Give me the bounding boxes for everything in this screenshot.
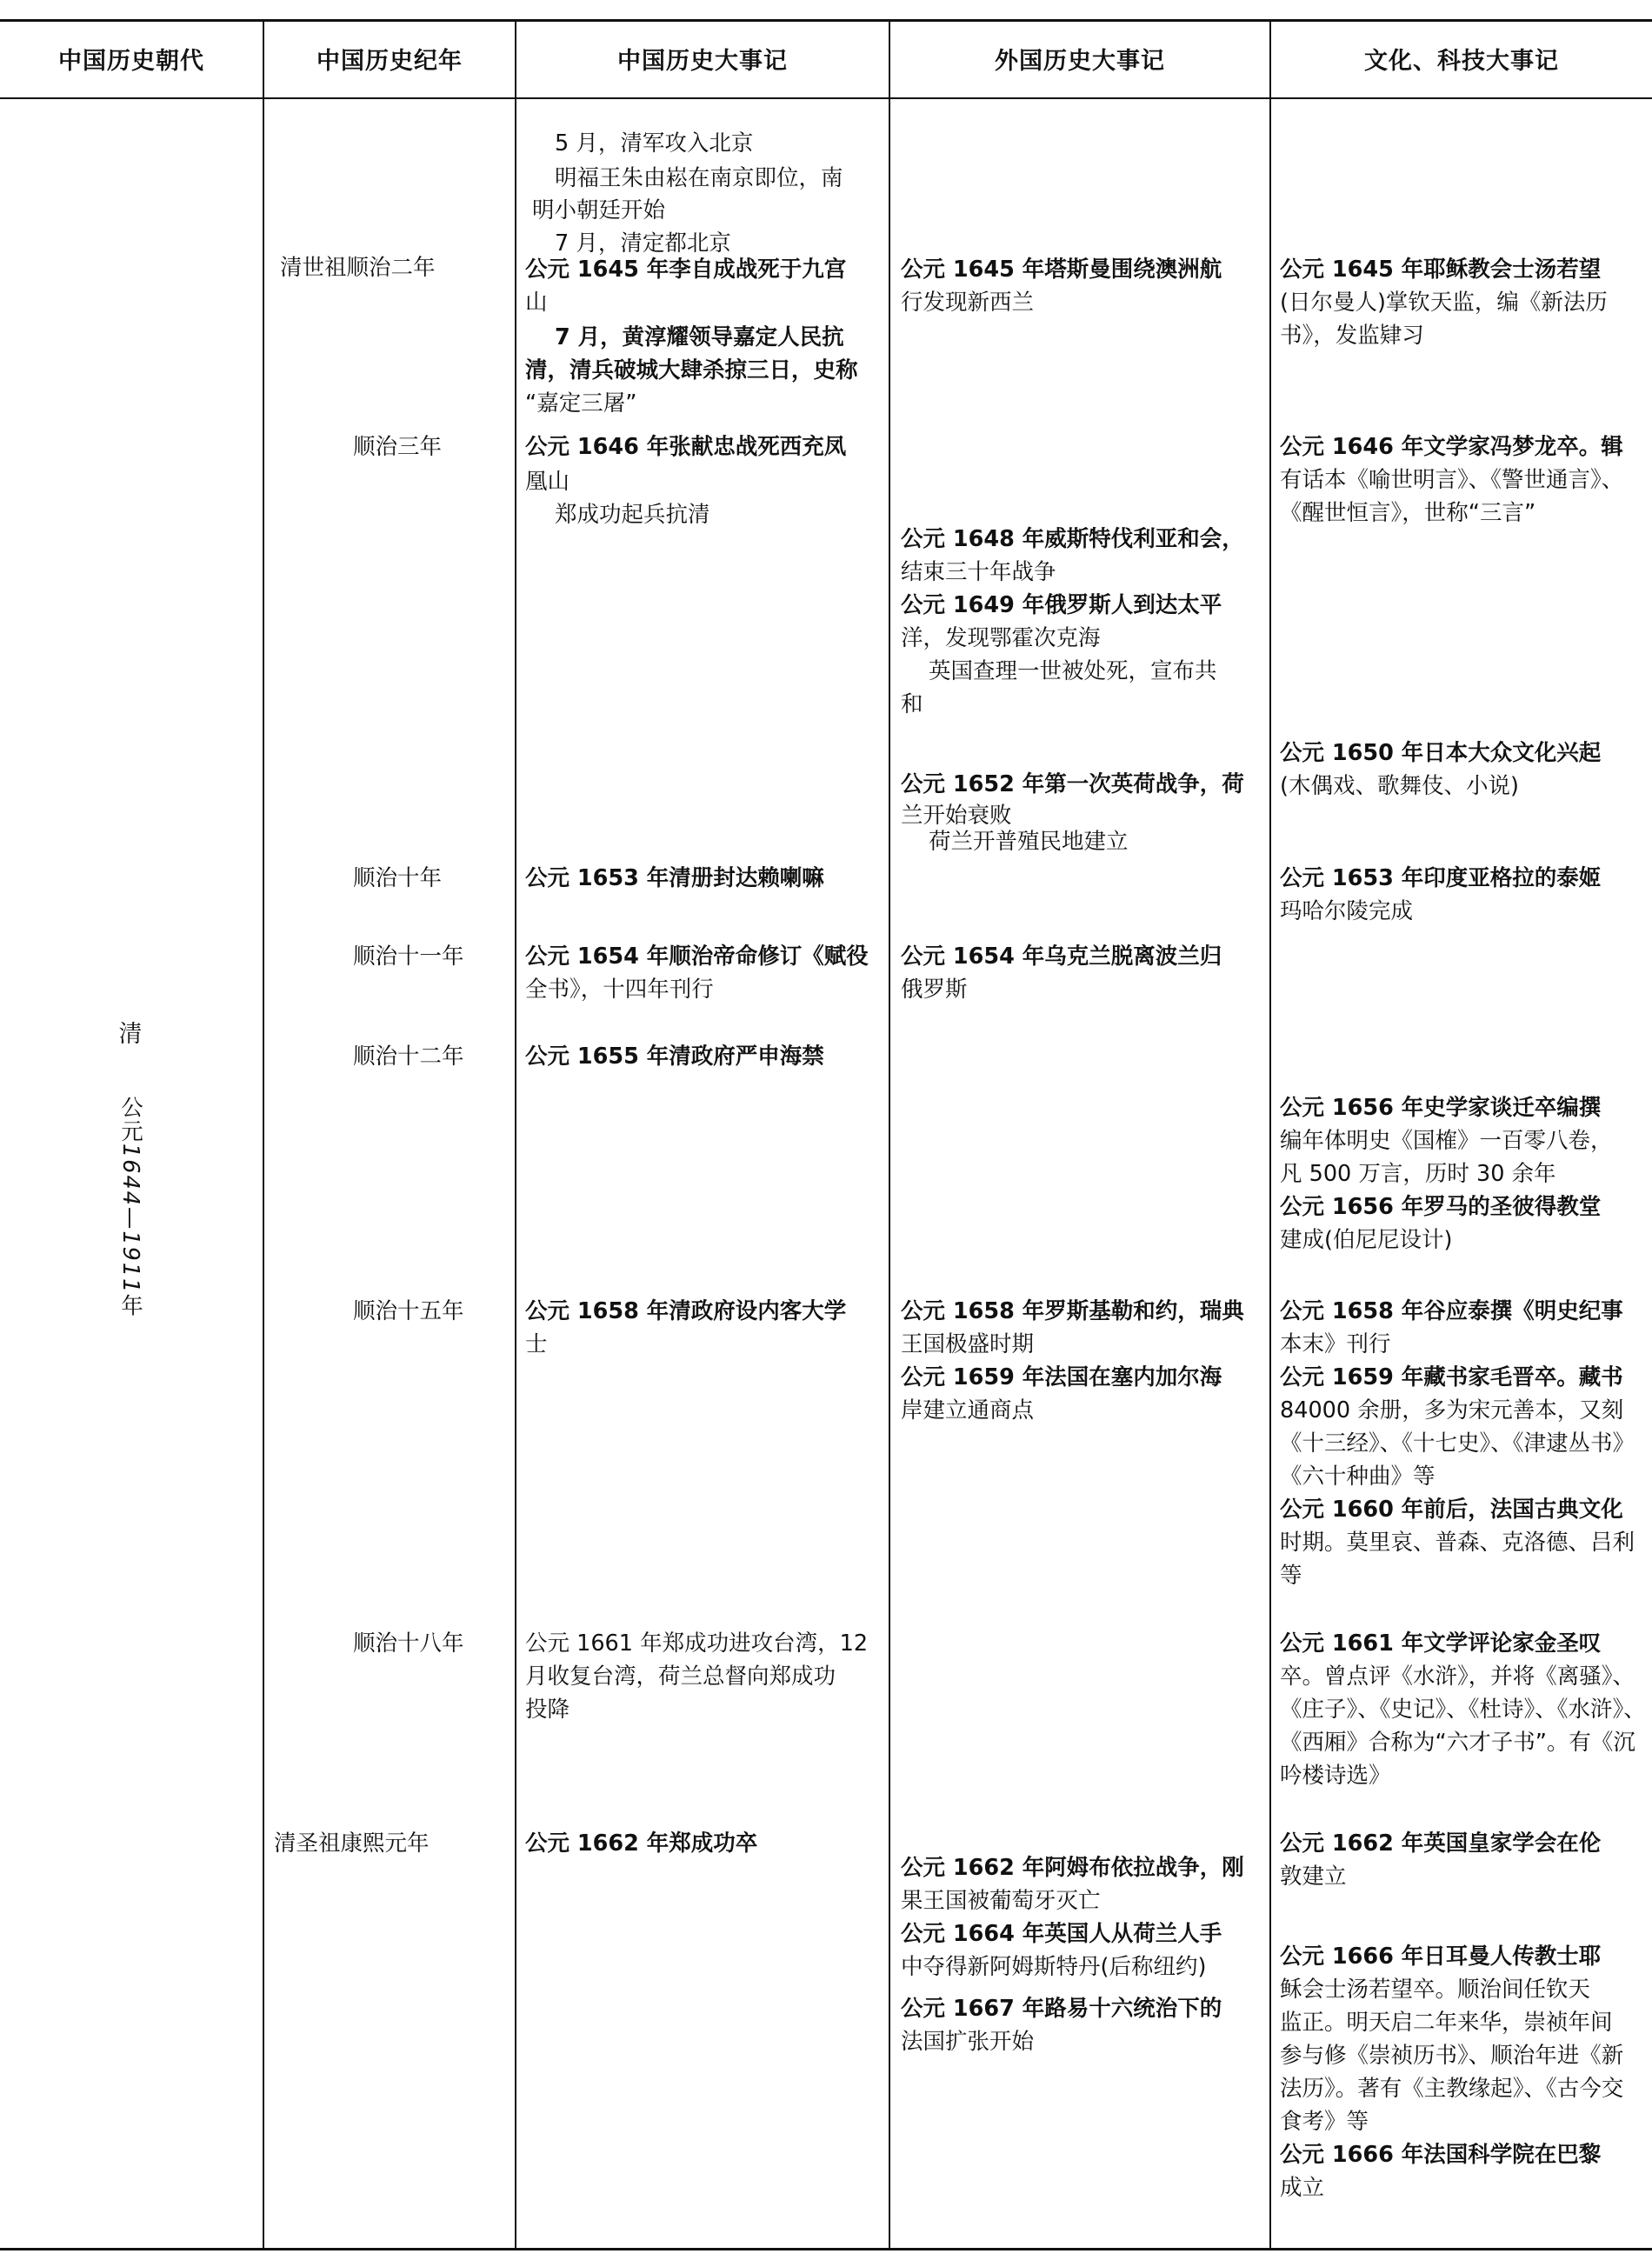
dynasty-span bbox=[113, 1096, 148, 1318]
culture-event-line: 公元 1659 年藏书家毛晋卒。藏书 bbox=[1280, 1364, 1623, 1390]
foreign-event-line: 洋，发现鄂霍次克海 bbox=[901, 625, 1101, 651]
culture-event-line: 稣会士汤若望卒。顺治间任钦天 bbox=[1280, 1977, 1591, 2003]
culture-event-line: 建成(伯尼尼设计) bbox=[1280, 1227, 1453, 1253]
column-divider-1 bbox=[263, 19, 264, 2249]
foreign-event-line: 俄罗斯 bbox=[901, 977, 968, 1003]
foreign-event-line: 公元 1648 年威斯特伐利亚和会， bbox=[901, 526, 1244, 552]
foreign-event-line: 公元 1662 年阿姆布依拉战争，刚 bbox=[901, 1855, 1244, 1881]
china-event-line: 5 月，清军攻入北京 bbox=[555, 130, 754, 157]
culture-event-line: 玛哈尔陵完成 bbox=[1280, 898, 1414, 924]
foreign-event-line: 公元 1667 年路易十六统治下的 bbox=[901, 1996, 1222, 2022]
china-event-line: 明小朝廷开始 bbox=[532, 197, 666, 223]
table-bottom-rule bbox=[0, 2248, 1652, 2250]
culture-event-line: 书》，发监肄习 bbox=[1280, 323, 1424, 349]
china-event-line: 凰山 bbox=[525, 469, 570, 495]
foreign-event-line: 和 bbox=[901, 691, 923, 717]
china-event-line: 公元 1658 年清政府设内客大学 bbox=[525, 1298, 847, 1324]
header-culture-events: 文化、科技大事记 bbox=[1364, 47, 1559, 75]
culture-event-line: 公元 1666 年日耳曼人传教士耶 bbox=[1280, 1944, 1602, 1970]
china-event-line: 公元 1655 年清政府严申海禁 bbox=[525, 1043, 824, 1070]
header-china-events: 中国历史大事记 bbox=[617, 47, 788, 75]
foreign-event-line: 法国扩张开始 bbox=[901, 2029, 1035, 2055]
culture-event-line: 《醒世恒言》，世称“三言” bbox=[1280, 500, 1536, 526]
china-event-line: 公元 1662 年郑成功卒 bbox=[525, 1830, 758, 1857]
china-event-line: 7 月，清定都北京 bbox=[555, 230, 731, 257]
culture-event-line: 公元 1662 年英国皇家学会在伦 bbox=[1280, 1830, 1602, 1857]
china-event-line: 全书》，十四年刊行 bbox=[525, 977, 714, 1003]
culture-event-line: 《六十种曲》等 bbox=[1280, 1464, 1436, 1490]
culture-event-line: 卒。曾点评《水浒》，并将《离骚》、 bbox=[1280, 1664, 1635, 1690]
dynasty-span-prefix: 公元 bbox=[117, 1096, 143, 1144]
foreign-event-line: 公元 1664 年英国人从荷兰人手 bbox=[901, 1921, 1222, 1947]
column-divider-2 bbox=[515, 19, 516, 2249]
foreign-event-line: 荷兰开普殖民地建立 bbox=[929, 829, 1129, 855]
china-event-line: 7 月，黄淳耀领导嘉定人民抗 bbox=[555, 324, 844, 350]
culture-event-line: 法历》。著有《主教缘起》、《古今交 bbox=[1280, 2076, 1624, 2102]
china-event-line: 清，清兵破城大肆杀掠三日，史称 bbox=[525, 357, 858, 383]
year-label: 清圣祖康熙元年 bbox=[274, 1830, 430, 1857]
header-bottom-rule bbox=[0, 97, 1652, 99]
foreign-event-line: 公元 1652 年第一次英荷战争，荷 bbox=[901, 771, 1244, 797]
china-event-line: 公元 1645 年李自成战死于九宫 bbox=[525, 257, 847, 283]
culture-event-line: 公元 1661 年文学评论家金圣叹 bbox=[1280, 1630, 1602, 1657]
dynasty-name: 清 bbox=[118, 1021, 143, 1048]
foreign-event-line: 公元 1649 年俄罗斯人到达太平 bbox=[901, 592, 1222, 618]
china-event-line: 公元 1646 年张献忠战死西充凤 bbox=[525, 434, 847, 460]
china-event-line: “嘉定三屠” bbox=[525, 390, 637, 417]
culture-event-line: 监正。明天启二年来华，崇祯年间 bbox=[1280, 2010, 1613, 2036]
culture-event-line: 时期。莫里哀、普森、克洛德、吕利 bbox=[1280, 1530, 1635, 1556]
culture-event-line: 公元 1656 年史学家谈迁卒编撰 bbox=[1280, 1095, 1602, 1121]
china-event-line: 山 bbox=[525, 290, 548, 316]
culture-event-line: 本末》刊行 bbox=[1280, 1331, 1391, 1357]
column-divider-3 bbox=[889, 19, 890, 2249]
culture-event-line: 编年体明史《国榷》一百零八卷， bbox=[1280, 1128, 1613, 1154]
culture-event-line: 公元 1658 年谷应泰撰《明史纪事 bbox=[1280, 1298, 1623, 1324]
year-label: 顺治三年 bbox=[353, 434, 443, 460]
foreign-event-line: 王国极盛时期 bbox=[901, 1331, 1035, 1357]
culture-event-line: 等 bbox=[1280, 1563, 1302, 1589]
culture-event-line: 吟楼诗选》 bbox=[1280, 1763, 1391, 1789]
foreign-event-line: 结束三十年战争 bbox=[901, 559, 1056, 585]
china-event-line: 公元 1654 年顺治帝命修订《赋役 bbox=[525, 943, 869, 970]
header-chronology: 中国历史纪年 bbox=[316, 47, 463, 75]
culture-event-line: 《庄子》、《史记》、《杜诗》、《水浒》、 bbox=[1280, 1697, 1646, 1723]
dynasty-span-suffix: 年 bbox=[117, 1294, 143, 1318]
culture-event-line: 有话本《喻世明言》、《警世通言》、 bbox=[1280, 467, 1624, 493]
foreign-event-line: 兰开始衰败 bbox=[901, 803, 1012, 829]
header-foreign-events: 外国历史大事记 bbox=[995, 47, 1165, 75]
culture-event-line: 公元 1646 年文学家冯梦龙卒。辑 bbox=[1280, 434, 1623, 460]
china-event-line: 明福王朱由崧在南京即位，南 bbox=[555, 165, 843, 191]
year-label: 顺治十年 bbox=[353, 865, 443, 891]
culture-event-line: 食考》等 bbox=[1280, 2109, 1369, 2135]
foreign-event-line: 公元 1654 年乌克兰脱离波兰归 bbox=[901, 943, 1222, 970]
foreign-event-line: 公元 1658 年罗斯基勒和约，瑞典 bbox=[901, 1298, 1244, 1324]
culture-event-line: 84000 余册，多为宋元善本，又刻 bbox=[1280, 1397, 1624, 1424]
culture-event-line: 公元 1653 年印度亚格拉的泰姬 bbox=[1280, 865, 1602, 891]
culture-event-line: 公元 1660 年前后，法国古典文化 bbox=[1280, 1497, 1623, 1523]
china-event-line: 投降 bbox=[525, 1697, 570, 1723]
foreign-event-line: 果王国被葡萄牙灭亡 bbox=[901, 1888, 1101, 1914]
culture-event-line: 公元 1650 年日本大众文化兴起 bbox=[1280, 740, 1602, 766]
china-event-line: 公元 1653 年清册封达赖喇嘛 bbox=[525, 865, 824, 891]
culture-event-line: (日尔曼人)掌钦天监，编《新法历 bbox=[1280, 290, 1608, 316]
year-label: 顺治十八年 bbox=[353, 1630, 464, 1657]
china-event-line: 月收复台湾，荷兰总督向郑成功 bbox=[525, 1664, 836, 1690]
foreign-event-line: 中夺得新阿姆斯特丹(后称纽约) bbox=[901, 1954, 1207, 1980]
foreign-event-line: 公元 1659 年法国在塞内加尔海 bbox=[901, 1364, 1222, 1390]
culture-event-line: 公元 1645 年耶稣教会士汤若望 bbox=[1280, 257, 1602, 283]
foreign-event-line: 英国查理一世被处死，宣布共 bbox=[929, 658, 1217, 684]
culture-event-line: 公元 1656 年罗马的圣彼得教堂 bbox=[1280, 1194, 1602, 1220]
china-event-line: 郑成功起兵抗清 bbox=[555, 502, 710, 528]
china-event-line: 公元 1661 年郑成功进攻台湾，12 bbox=[525, 1630, 869, 1657]
china-event-line: 士 bbox=[525, 1331, 548, 1357]
year-label: 顺治十一年 bbox=[353, 943, 464, 970]
foreign-event-line: 岸建立通商点 bbox=[901, 1397, 1035, 1424]
foreign-event-line: 公元 1645 年塔斯曼围绕澳洲航 bbox=[901, 257, 1222, 283]
dynasty-span-years: 1644—1911 bbox=[117, 1144, 143, 1295]
culture-event-line: 公元 1666 年法国科学院在巴黎 bbox=[1280, 2142, 1602, 2168]
year-label: 顺治十二年 bbox=[353, 1043, 464, 1070]
foreign-event-line: 行发现新西兰 bbox=[901, 290, 1035, 316]
year-label: 顺治十五年 bbox=[353, 1298, 464, 1324]
header-dynasty: 中国历史朝代 bbox=[58, 47, 204, 75]
culture-event-line: 《西厢》合称为“六才子书”。有《沉 bbox=[1280, 1730, 1635, 1756]
culture-event-line: 《十三经》、《十七史》、《津逮丛书》 bbox=[1280, 1430, 1635, 1457]
culture-event-line: 敦建立 bbox=[1280, 1864, 1347, 1890]
culture-event-line: 成立 bbox=[1280, 2175, 1325, 2201]
culture-event-line: (木偶戏、歌舞伎、小说) bbox=[1280, 773, 1519, 799]
culture-event-line: 参与修《崇祯历书》、顺治年进《新 bbox=[1280, 2043, 1624, 2069]
year-label: 清世祖顺治二年 bbox=[280, 255, 436, 281]
culture-event-line: 凡 500 万言，历时 30 余年 bbox=[1280, 1161, 1556, 1187]
column-divider-4 bbox=[1269, 19, 1271, 2249]
